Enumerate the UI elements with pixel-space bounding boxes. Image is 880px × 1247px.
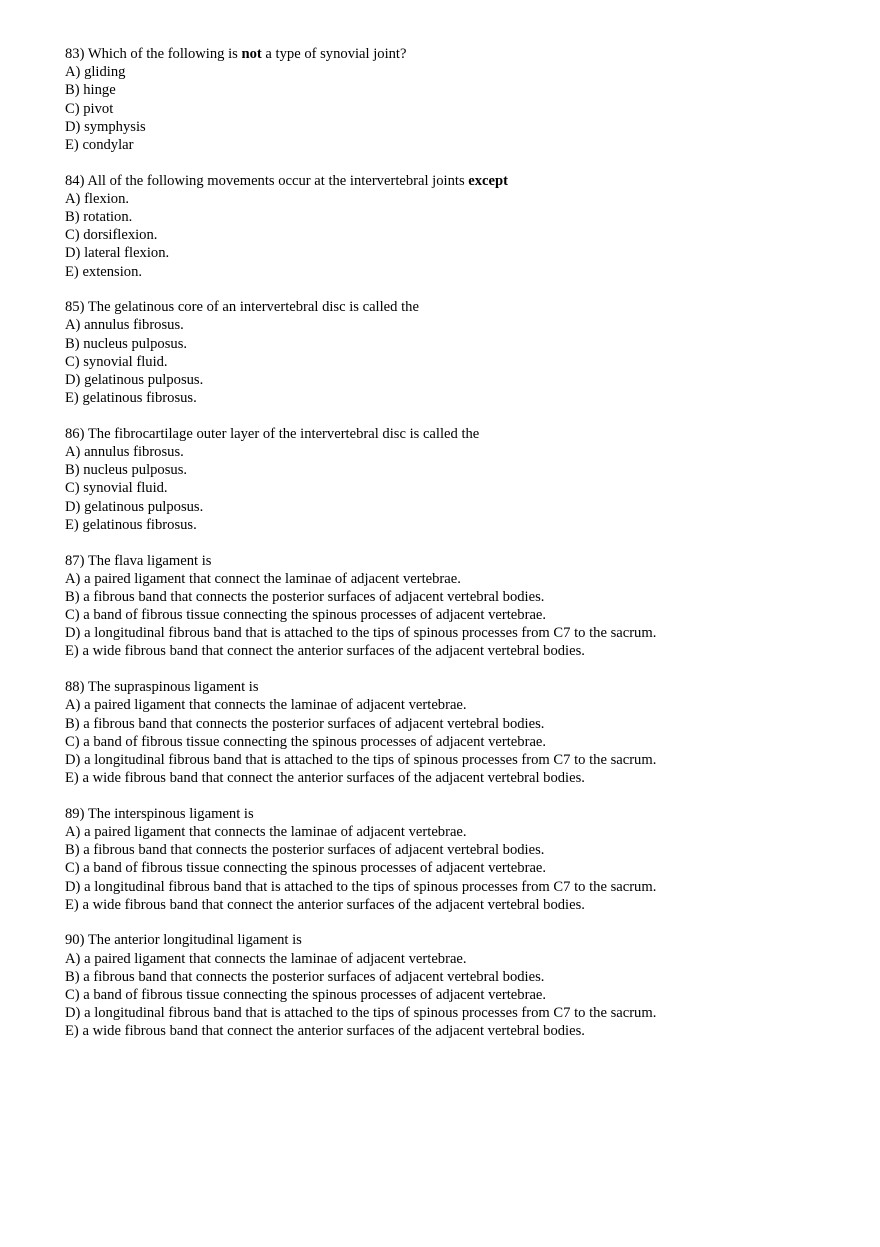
option-letter: E) [65, 896, 79, 913]
stem-text: The interspinous ligament is [87, 805, 254, 822]
option-letter: D) [65, 245, 81, 262]
answer-option [65, 479, 845, 497]
option-letter: E) [65, 1023, 79, 1040]
option-text: flexion. [84, 190, 130, 207]
question-number: 87) [65, 552, 85, 569]
answer-option [65, 516, 845, 534]
answer-option [65, 498, 845, 516]
option-text: pivot [83, 100, 114, 117]
option-letter: C) [65, 353, 80, 370]
answer-option [65, 878, 845, 896]
option-letter: A) [65, 570, 81, 587]
answer-option [65, 136, 845, 154]
option-letter: A) [65, 697, 81, 714]
question-87 [65, 552, 845, 661]
option-letter: B) [65, 335, 80, 352]
option-letter: B) [65, 82, 80, 99]
option-letter: D) [65, 751, 81, 768]
option-text: a fibrous band that connects the posterior surfaces of adjacent vertebral bodies. [83, 715, 545, 732]
answer-option [65, 263, 845, 281]
answer-option [65, 733, 845, 751]
option-letter: D) [65, 498, 81, 515]
question-number: 85) [65, 299, 85, 316]
option-text: a band of fibrous tissue connecting the spinous processes of adjacent vertebrae. [83, 986, 547, 1003]
question-stem [65, 678, 845, 696]
answer-option [65, 63, 845, 81]
answer-option [65, 968, 845, 986]
question-86 [65, 425, 845, 534]
option-letter: E) [65, 263, 79, 280]
stem-text-end: a type of synovial joint? [265, 46, 407, 62]
option-letter: D) [65, 372, 81, 388]
stem-emphasis: not [241, 46, 262, 62]
option-text: rotation. [83, 209, 133, 225]
answer-option [65, 208, 845, 226]
option-letter: C) [65, 860, 80, 877]
option-letter: B) [65, 588, 80, 605]
option-letter: B) [65, 209, 80, 225]
answer-option [65, 642, 845, 660]
option-text: a paired ligament that connects the laminae of adjacent vertebrae. [84, 697, 467, 714]
option-letter: B) [65, 462, 80, 479]
question-number: 88) [65, 679, 85, 696]
question-stem [65, 552, 845, 570]
option-letter: B) [65, 715, 80, 732]
question-list [65, 45, 845, 1058]
option-text: a longitudinal fibrous band that is attached to the tips of spinous processes from C7 to the sacrum. [84, 878, 657, 895]
answer-option [65, 715, 845, 733]
question-stem [65, 45, 845, 63]
option-letter: D) [65, 625, 81, 642]
stem-text: Which of the following is [87, 46, 238, 62]
answer-option [65, 100, 845, 118]
option-text: annulus fibrosus. [84, 317, 184, 334]
stem-text: The gelatinous core of an intervertebral disc is called the [87, 299, 419, 316]
answer-option [65, 859, 845, 877]
option-letter: E) [65, 516, 79, 533]
answer-option [65, 316, 845, 334]
option-text: a fibrous band that connects the posterior surfaces of adjacent vertebral bodies. [83, 968, 545, 985]
answer-option [65, 190, 845, 208]
question-88 [65, 678, 845, 787]
option-text: a wide fibrous band that connect the anterior surfaces of the adjacent vertebral bodies. [82, 770, 585, 787]
answer-option [65, 118, 845, 136]
question-number: 84) [65, 172, 85, 189]
option-letter: E) [65, 390, 79, 407]
answer-option [65, 896, 845, 914]
stem-text: The anterior longitudinal ligament is [87, 932, 302, 949]
stem-text: The flava ligament is [87, 552, 212, 569]
option-letter: A) [65, 823, 81, 840]
option-text: a longitudinal fibrous band that is attached to the tips of spinous processes from C7 to the sacrum. [84, 1005, 657, 1022]
option-text: gelatinous pulposus. [84, 498, 204, 515]
option-text: gelatinous pulposus. [84, 372, 204, 388]
answer-option [65, 751, 845, 769]
option-text: a paired ligament that connects the laminae of adjacent vertebrae. [84, 950, 467, 967]
question-number: 89) [65, 805, 85, 822]
option-letter: E) [65, 770, 79, 787]
stem-text: The supraspinous ligament is [87, 679, 259, 696]
option-letter: C) [65, 480, 80, 497]
option-letter: D) [65, 1005, 81, 1022]
answer-option [65, 353, 845, 371]
option-letter: C) [65, 986, 80, 1003]
question-85 [65, 298, 845, 407]
option-text: a band of fibrous tissue connecting the spinous processes of adjacent vertebrae. [83, 607, 547, 624]
question-stem [65, 298, 845, 316]
option-text: a paired ligament that connects the laminae of adjacent vertebrae. [84, 823, 467, 840]
answer-option [65, 226, 845, 244]
option-text: synovial fluid. [83, 353, 168, 370]
question-84 [65, 172, 845, 281]
answer-option [65, 461, 845, 479]
option-letter: E) [65, 643, 79, 660]
option-letter: C) [65, 733, 80, 750]
option-text: a band of fibrous tissue connecting the spinous processes of adjacent vertebrae. [83, 860, 547, 877]
option-text: a wide fibrous band that connect the anterior surfaces of the adjacent vertebral bodies. [82, 643, 585, 660]
option-letter: C) [65, 100, 80, 117]
question-number: 86) [65, 425, 85, 442]
option-text: gelatinous fibrosus. [82, 390, 197, 407]
question-stem [65, 172, 845, 190]
option-text: a fibrous band that connects the posterior surfaces of adjacent vertebral bodies. [83, 588, 545, 605]
answer-option [65, 335, 845, 353]
option-text: extension. [82, 263, 143, 280]
option-letter: A) [65, 64, 81, 81]
option-letter: D) [65, 118, 81, 135]
question-number: 90) [65, 932, 85, 949]
option-letter: A) [65, 190, 81, 207]
answer-option [65, 769, 845, 787]
option-letter: C) [65, 227, 80, 244]
option-text: gelatinous fibrosus. [82, 516, 197, 533]
option-text: dorsiflexion. [83, 227, 158, 244]
option-text: synovial fluid. [83, 480, 168, 497]
option-text: gliding [84, 64, 126, 81]
stem-text: All of the following movements occur at the intervertebral joints [87, 172, 465, 189]
option-text: a wide fibrous band that connect the anterior surfaces of the adjacent vertebral bodies. [82, 896, 585, 913]
option-text: a longitudinal fibrous band that is attached to the tips of spinous processes from C7 to the sacrum. [84, 625, 657, 642]
answer-option [65, 443, 845, 461]
option-letter: A) [65, 950, 81, 967]
answer-option [65, 371, 845, 389]
question-83 [65, 45, 845, 154]
option-text: symphysis [84, 118, 146, 135]
option-letter: B) [65, 842, 80, 859]
answer-option [65, 588, 845, 606]
answer-option [65, 244, 845, 262]
answer-option [65, 1022, 845, 1040]
answer-option [65, 606, 845, 624]
option-letter: A) [65, 317, 81, 334]
answer-option [65, 950, 845, 968]
option-text: a band of fibrous tissue connecting the spinous processes of adjacent vertebrae. [83, 733, 547, 750]
answer-option [65, 1004, 845, 1022]
option-letter: D) [65, 878, 81, 895]
option-text: a wide fibrous band that connect the anterior surfaces of the adjacent vertebral bodies. [82, 1023, 585, 1040]
option-text: condylar [82, 136, 134, 153]
answer-option [65, 570, 845, 588]
question-number: 83) [65, 46, 85, 62]
question-stem [65, 425, 845, 443]
option-text: nucleus pulposus. [83, 462, 188, 479]
answer-option [65, 696, 845, 714]
option-text: a longitudinal fibrous band that is attached to the tips of spinous processes from C7 to the sacrum. [84, 751, 657, 768]
stem-text: The fibrocartilage outer layer of the intervertebral disc is called the [87, 425, 480, 442]
option-text: annulus fibrosus. [84, 444, 184, 461]
answer-option [65, 823, 845, 841]
option-text: a paired ligament that connect the laminae of adjacent vertebrae. [84, 570, 461, 587]
question-89 [65, 805, 845, 914]
option-text: lateral flexion. [84, 245, 170, 262]
question-stem [65, 931, 845, 949]
option-text: a fibrous band that connects the posterior surfaces of adjacent vertebral bodies. [83, 842, 545, 859]
question-90 [65, 931, 845, 1040]
option-text: nucleus pulposus. [83, 335, 188, 352]
stem-emphasis: except [468, 172, 508, 189]
option-letter: A) [65, 444, 81, 461]
answer-option [65, 986, 845, 1004]
option-letter: B) [65, 968, 80, 985]
answer-option [65, 81, 845, 99]
answer-option [65, 841, 845, 859]
option-letter: E) [65, 136, 79, 153]
answer-option [65, 389, 845, 407]
answer-option [65, 624, 845, 642]
question-stem [65, 805, 845, 823]
option-letter: C) [65, 607, 80, 624]
option-text: hinge [83, 82, 116, 99]
